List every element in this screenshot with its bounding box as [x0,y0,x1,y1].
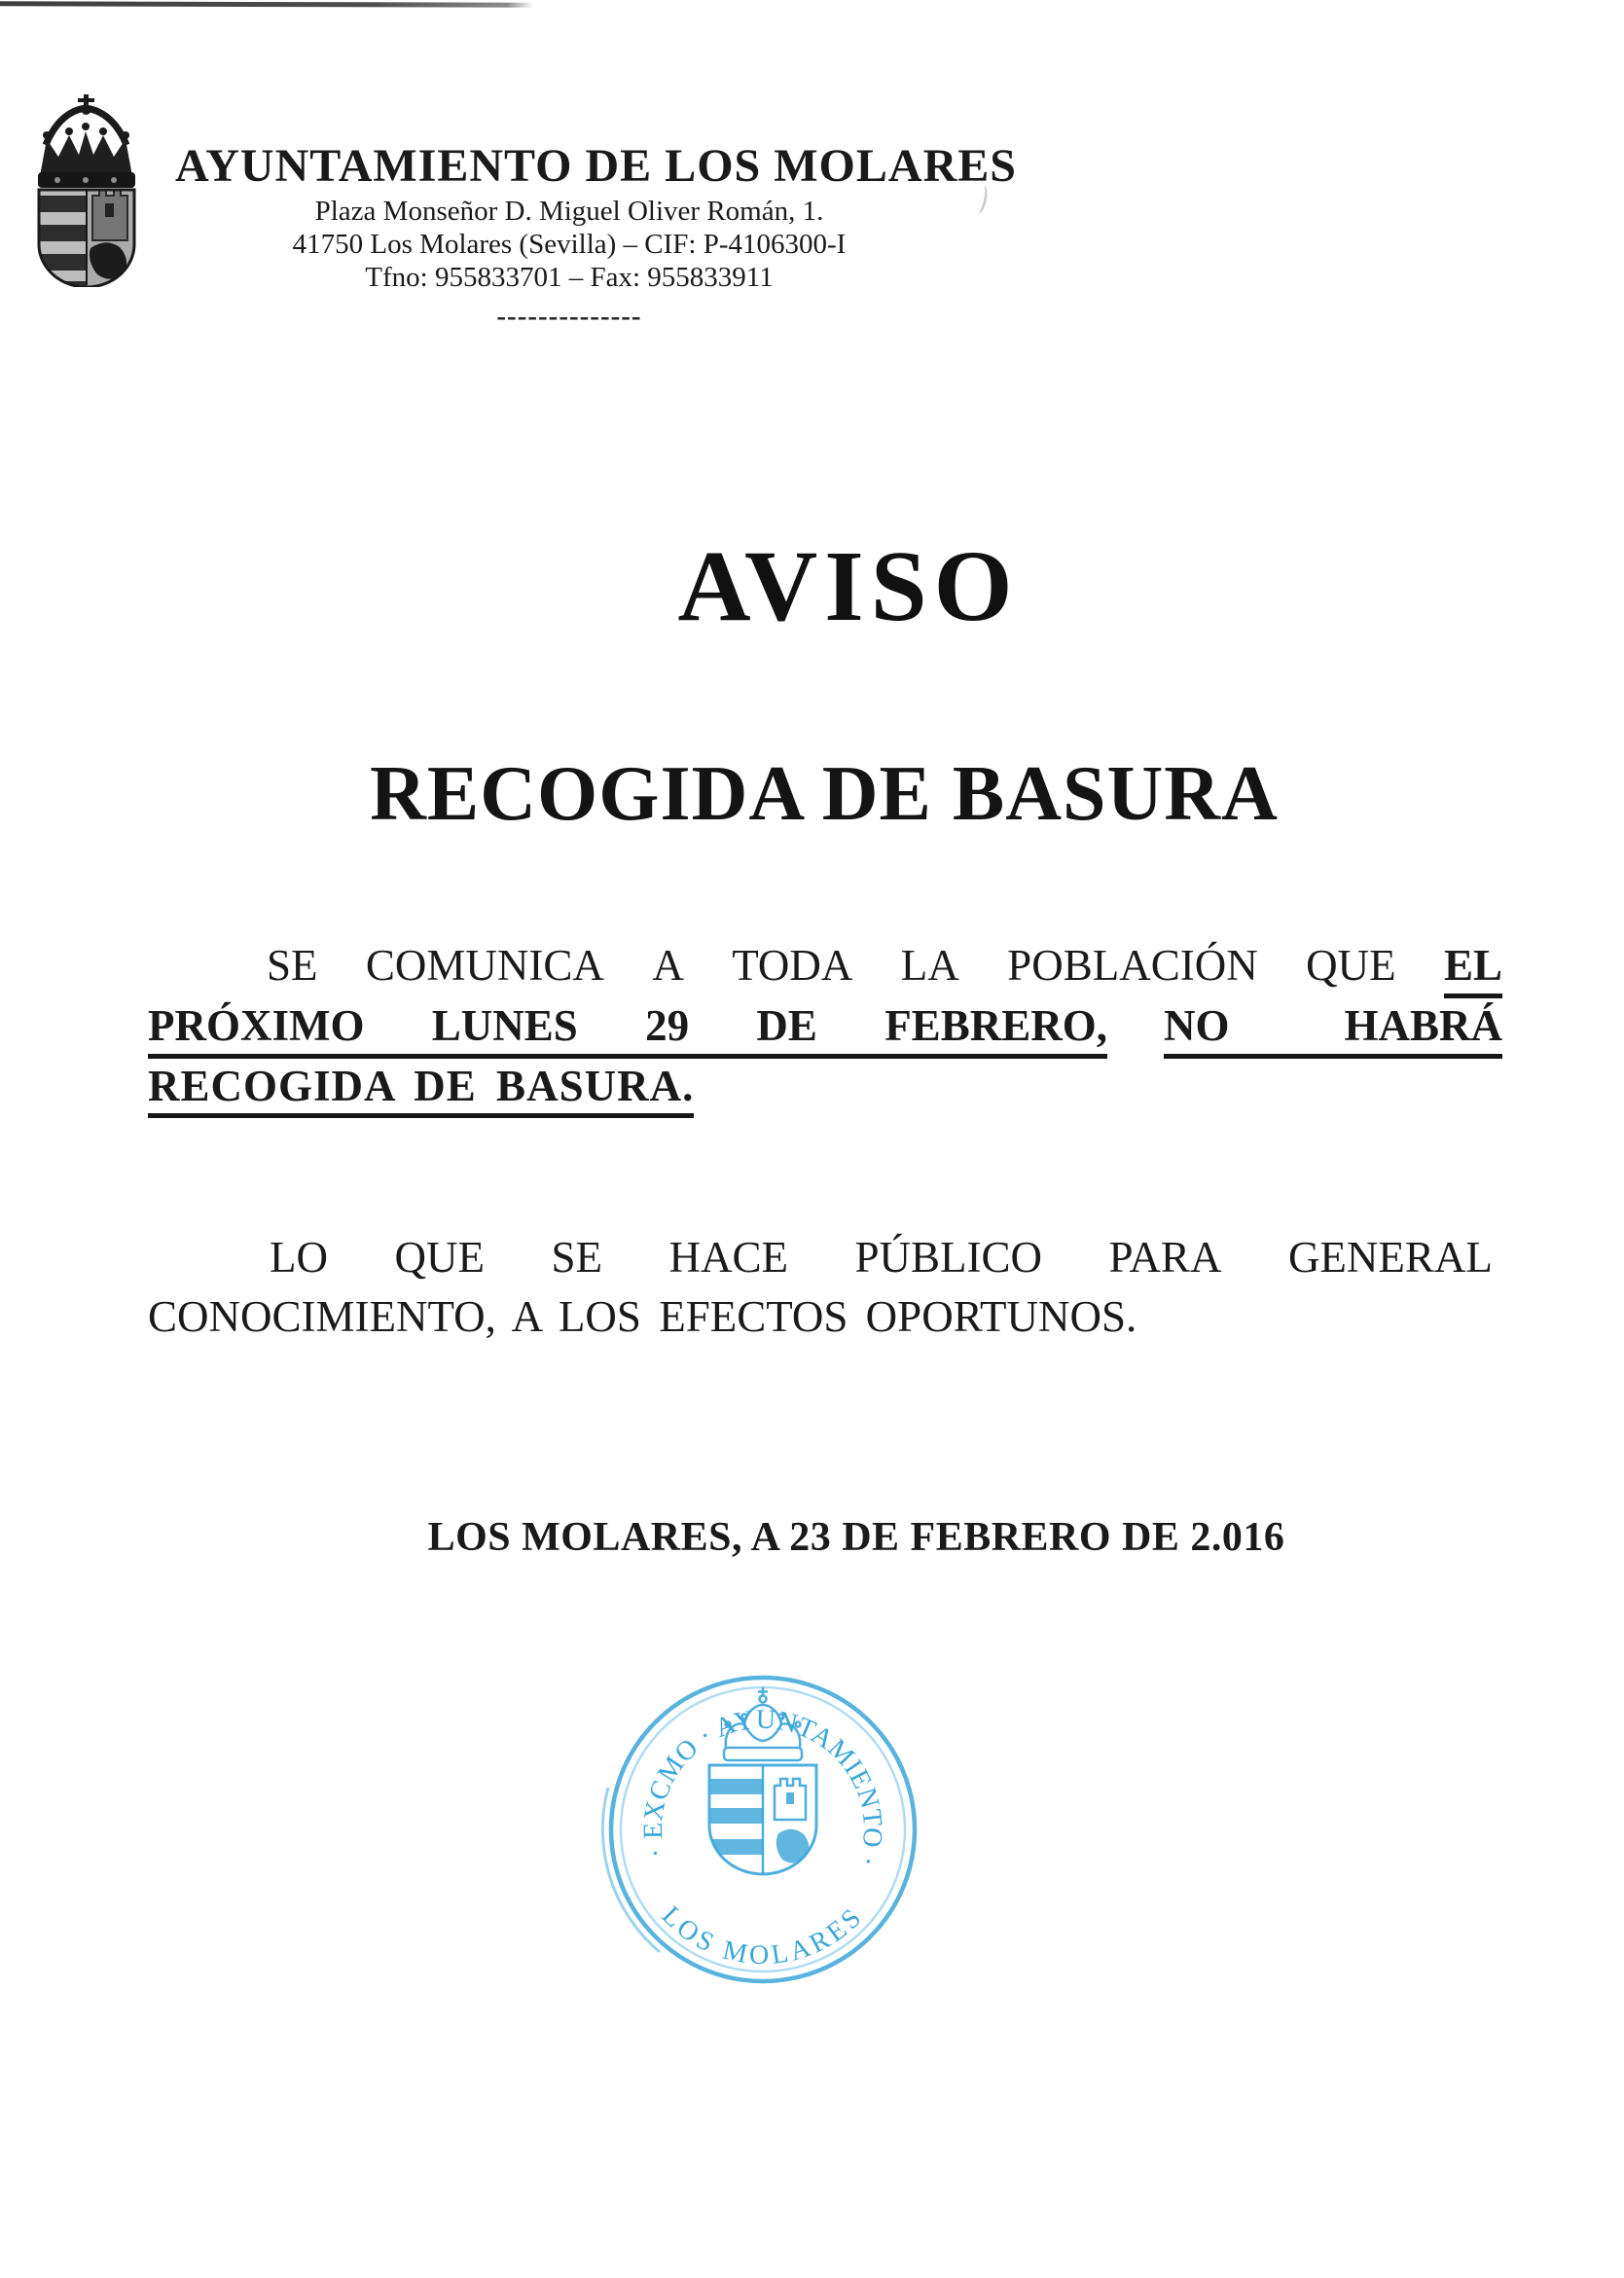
org-address-block [175,195,963,294]
stamp-shield [709,1765,816,1874]
word: COMUNICA [365,941,604,990]
word: GENERAL [1287,1233,1493,1282]
coat-of-arms-icon [32,94,141,287]
paragraph2-line1 [148,1232,1493,1291]
municipal-seal-stamp-icon [582,1648,944,2010]
word: 29 [645,1001,690,1050]
letterhead [175,140,1017,332]
paragraph1-line2 [148,1000,1502,1061]
underlined-date-phrase [148,1000,1107,1059]
paragraph1-line1 [148,940,1502,1000]
word: QUE [394,1233,485,1282]
word: HABRÁ [1344,1001,1502,1050]
paragraph1-line3 [148,1061,1502,1121]
word: TODA [732,941,853,990]
header-divider-dashes: -------------- [496,301,642,332]
paragraph2-line2: CONOCIMIENTO, A LOS EFECTOS OPORTUNOS. [148,1292,1137,1341]
word: A [652,941,684,990]
notice-dateline: LOS MOLARES, A 23 DE FEBRERO DE 2.016 [427,1515,1285,1560]
word: LA [900,941,959,990]
org-phone-fax-line: Tfno: 955833701 – Fax: 955833911 [365,262,774,293]
word: RECOGIDA DE BASURA [148,1062,683,1110]
scan-artifact-top-line [0,1,533,7]
underlined-recogida-phrase [148,1062,694,1118]
word: PARA [1108,1233,1222,1282]
word: HACE [668,1233,788,1282]
underlined-no-habra-phrase [1164,1000,1502,1059]
notice-paragraph-2 [148,1232,1493,1351]
word: LUNES [431,1001,578,1050]
word: POBLACIÓN [1007,941,1258,990]
underlined-word-el: EL [1444,940,1502,998]
word: LO [270,1233,328,1282]
org-address-line2: 41750 Los Molares (Sevilla) – CIF: P-4106300-I [292,229,847,260]
notice-title: AVISO [677,530,1020,642]
period: . [682,1062,695,1110]
word: SE [267,941,318,990]
word: PRÓXIMO [148,1001,365,1050]
org-address-line1: Plaza Monseñor D. Miguel Oliver Román, 1. [314,196,824,227]
org-name: AYUNTAMIENTO DE LOS MOLARES [175,140,1017,192]
word: PÚBLICO [854,1233,1043,1282]
stamp-ring-text-top: · EXCMO · AYUNTAMIENTO · [637,1704,888,1871]
notice-subtitle: RECOGIDA DE BASURA [370,751,1279,837]
word: DE [756,1001,817,1050]
word: NO [1164,1001,1230,1050]
word: QUE [1306,941,1396,990]
word: SE [551,1233,602,1282]
notice-paragraph-1 [148,940,1502,1121]
word: FEBRERO, [884,1001,1107,1050]
stamp-ring-text-bottom: LOS MOLARES [655,1900,871,1971]
